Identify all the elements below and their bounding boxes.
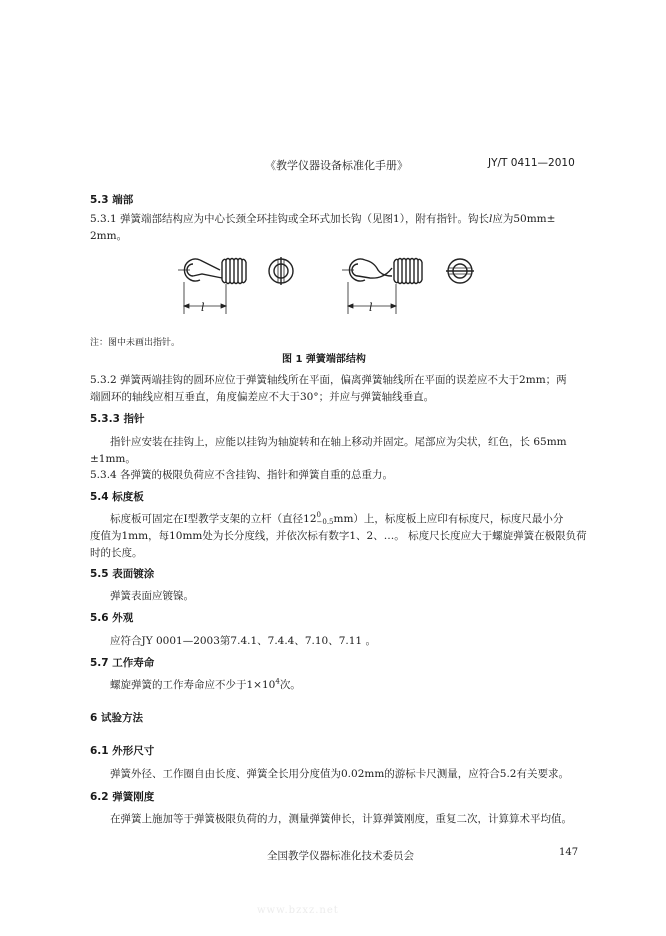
- left-end-view-drawing: [269, 257, 293, 285]
- tolerance-lower: −0.5: [316, 518, 334, 526]
- page-number: 147: [559, 847, 579, 858]
- section-6-1-line1: 弹簧外径、工作圈自由长度、弹簧全长用分度值为0.02mm的游标卡尺测量，应符合5.2有关要求。: [110, 768, 569, 780]
- clause-5-3-3-heading: 5.3.3 指针: [90, 413, 145, 425]
- clause-5-3-4: 5.3.4 各弹簧的极限负荷应不含挂钩、指针和弹簧自重的总重力。: [90, 469, 394, 481]
- section-5-7-line1: [110, 677, 301, 692]
- l-symbol: l: [488, 213, 493, 225]
- standard-code: JY/T 0411—2010: [488, 157, 575, 169]
- section-6-heading: 6 试验方法: [90, 712, 143, 724]
- section-5-4-line1-a: 标度板可固定在I型教学支架的立杆（直径12: [110, 513, 317, 525]
- clause-5-3-1: [90, 211, 555, 226]
- clause-5-3-1-cont: 2mm。: [90, 230, 128, 242]
- clause-5-3-3-line2: ±1mm。: [90, 453, 136, 465]
- section-5-7-line1-b: 次。: [279, 679, 301, 691]
- figure-1-spring-ends: [170, 248, 490, 323]
- right-hook-drawing: [342, 259, 422, 284]
- tolerance: [317, 512, 334, 526]
- clause-5-3-1-text-a: 5.3.1 弹簧端部结构应为中心长颈全环挂钩或全环式加长钩（见图1），附有指针。钩长: [90, 213, 489, 225]
- section-5-7-line1-a: 螺旋弹簧的工作寿命应不少于1×10: [110, 679, 276, 691]
- clause-5-3-1-text-b: 应为50mm±: [492, 213, 556, 225]
- section-5-6-heading: 5.6 外观: [90, 612, 134, 624]
- dimension-lines: [184, 282, 396, 314]
- right-end-view-drawing: [446, 259, 474, 283]
- section-5-3-heading: 5.3 端部: [90, 194, 134, 206]
- clause-5-3-3-line1: 指针应安装在挂钩上，应能以挂钩为轴旋转和在轴上移动并固定。尾部应为尖状，红色，长 65mm: [110, 436, 567, 448]
- section-5-4-line3: 时的长度。: [90, 547, 143, 559]
- exponent: 4: [275, 677, 280, 686]
- dimension-label-l-left: l: [201, 301, 205, 314]
- section-5-7-heading: 5.7 工作寿命: [90, 657, 155, 669]
- tolerance-upper: 0: [316, 511, 321, 519]
- section-6-1-heading: 6.1 外形尺寸: [90, 745, 155, 757]
- left-hook-drawing: [178, 259, 246, 284]
- dimension-label-l-right: l: [369, 301, 373, 314]
- footer-organization: 全国教学仪器标准化技术委员会: [267, 850, 414, 862]
- watermark: www.bzxz.net: [257, 905, 339, 916]
- section-5-4-line1: [110, 511, 563, 526]
- section-5-4-heading: 5.4 标度板: [90, 491, 144, 503]
- running-header-title: 《教学仪器设备标准化手册》: [265, 159, 408, 172]
- section-5-4-line2: 度值为1mm，每10mm处为长分度线，并依次标有数字1、2、…。 标度尺长度应大于螺旋弹簧在极限负荷: [90, 530, 587, 542]
- section-5-5-heading: 5.5 表面镀涂: [90, 568, 155, 580]
- clause-5-3-2-line1: 5.3.2 弹簧两端挂钩的圆环应位于弹簧轴线所在平面，偏离弹簧轴线所在平面的误差应不大于2mm；两: [90, 374, 567, 386]
- clause-5-3-2-line2: 端圆环的轴线应相互垂直，角度偏差应不大于30°；并应与弹簧轴线垂直。: [90, 391, 435, 403]
- section-6-2-line1: 在弹簧上施加等于弹簧极限负荷的力，测量弹簧伸长，计算弹簧刚度，重复二次，计算算术平均值。: [110, 813, 572, 825]
- section-5-4-line1-b: mm）上，标度板上应印有标度尺，标度尺最小分: [333, 513, 564, 525]
- section-5-6-line1: 应符合JY 0001—2003第7.4.1、7.4.4、7.10、7.11 。: [110, 635, 376, 647]
- section-6-2-heading: 6.2 弹簧刚度: [90, 791, 155, 803]
- figure-note: 注：图中未画出指针。: [90, 338, 181, 348]
- figure-1-caption: 图 1 弹簧端部结构: [282, 354, 366, 365]
- section-5-5-line1: 弹簧表面应镀镍。: [110, 590, 194, 602]
